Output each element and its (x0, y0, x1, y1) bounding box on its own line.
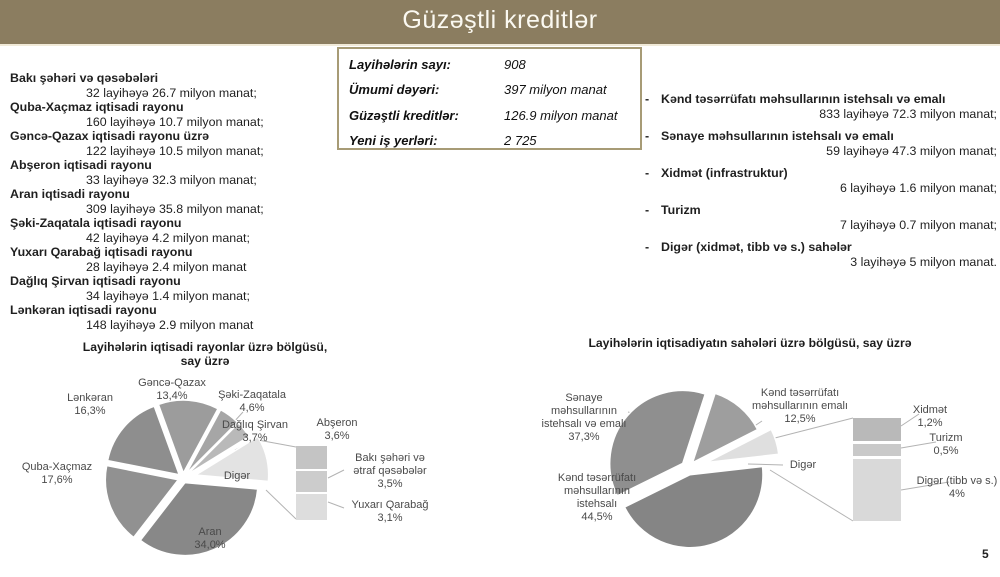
sector-name-text: Turizm (661, 203, 701, 217)
bar-label-text: Bakı şəhəri və (355, 452, 425, 464)
pie-label-aran (194, 526, 225, 552)
region-name: Quba-Xaçmaz iqtisadi rayonu (10, 100, 184, 114)
bar-label-diger-tibb (917, 475, 998, 501)
pie-label-pct: 44,5% (581, 511, 613, 523)
summary-value: 397 milyon manat (504, 82, 607, 97)
pie-label-text: Dağlıq Şirvan (221, 419, 289, 431)
sector-name-text: Sənaye məhsullarının istehsalı və emalı (661, 129, 894, 143)
pie-label-seki-zaqatala (218, 389, 286, 415)
summary-box (337, 47, 642, 150)
summary-row (339, 82, 640, 102)
sector-stat: 59 layihəyə 47.3 milyon manat; (826, 143, 997, 158)
list-item (645, 129, 997, 158)
sector-name (645, 92, 997, 107)
bar-segment-Abşeron (296, 446, 327, 469)
pie-label-text: Kənd təsərrüfatı (557, 472, 637, 484)
bar-label-text: Turizm (929, 432, 963, 444)
bar-segment-Turizm (853, 444, 901, 456)
summary-value: 908 (504, 57, 526, 72)
region-stat: 309 layihəyə 35.8 milyon manat; (86, 201, 264, 216)
dash-bullet: - (645, 203, 650, 217)
list-item (645, 92, 997, 121)
pie-label-kend-emali (752, 387, 848, 426)
summary-row (339, 133, 640, 153)
pie-label-text: Digər (223, 470, 251, 482)
pie-label-text: Sənaye (565, 392, 603, 404)
list-item (10, 216, 340, 245)
sector-stat: 7 layihəyə 0.7 milyon manat; (839, 217, 997, 232)
pie-label-quba-xacmaz (22, 461, 92, 487)
pie-label-pct: 12,5% (784, 413, 816, 425)
pie-label-text: Quba-Xaçmaz (21, 461, 93, 473)
region-stat: 160 layihəyə 10.7 milyon manat; (86, 114, 264, 129)
bar-label-yuxari-qarabag (351, 499, 428, 525)
sector-name-text: Kənd təsərrüfatı məhsullarının istehsalı və emalı (661, 92, 946, 106)
region-name: Yuxarı Qarabağ iqtisadi rayonu (10, 245, 193, 259)
pie-label-text: məhsullarının emalı (752, 400, 848, 412)
dash-bullet: - (645, 166, 650, 180)
pie-label-diger (224, 470, 250, 483)
pie-label-text: Şəki-Zaqatala (218, 389, 286, 401)
summary-label: Layihələrin sayı: (349, 57, 451, 72)
region-name: Şəki-Zaqatala iqtisadi rayonu (10, 216, 182, 230)
left-chart-title (55, 340, 355, 368)
summary-label: Ümumi dəyəri: (349, 82, 440, 97)
bar-segment-Yuxarı Qarabağ (296, 494, 327, 520)
summary-row (339, 57, 640, 77)
bar-label-text: Yuxarı Qarabağ (351, 499, 429, 511)
title-band (0, 0, 1000, 46)
region-stat: 32 layihəyə 26.7 milyon manat; (86, 85, 257, 100)
dash-bullet: - (645, 129, 650, 143)
list-item (645, 240, 997, 269)
bar-label-abseron (317, 417, 358, 443)
dash-bullet: - (645, 92, 650, 106)
region-name: Dağlıq Şirvan iqtisadi rayonu (10, 274, 181, 288)
summary-value: 2 725 (504, 133, 537, 148)
sector-name (645, 129, 997, 144)
pie-label-text: məhsullarının (563, 485, 631, 497)
bar-label-pct: 3,5% (377, 478, 403, 490)
pie-label-pct: 17,6% (41, 474, 73, 486)
sector-name-text: Digər (xidmət, tibb və s.) sahələr (661, 240, 852, 254)
region-name: Abşeron iqtisadi rayonu (10, 158, 152, 172)
pie-label-text: istehsalı (576, 498, 618, 510)
bar-label-xidmet (913, 404, 947, 430)
bar-label-text: Abşeron (316, 417, 358, 429)
list-item (10, 71, 340, 100)
left-chart-title-line2: say üzrə (180, 354, 230, 368)
pie-label-text: Gəncə-Qazax (138, 377, 206, 389)
list-item (10, 274, 340, 303)
bar-segment-Digər (tibb və s.) (853, 459, 901, 521)
sector-name (645, 166, 997, 181)
pie-label-pct: 16,3% (74, 405, 106, 417)
bar-label-pct: 3,1% (377, 512, 403, 524)
list-item (10, 158, 340, 187)
bar-label-turizm (929, 432, 962, 458)
region-stat: 33 layihəyə 32.3 milyon manat; (86, 172, 257, 187)
pie-label-text: məhsullarının (550, 405, 618, 417)
pie-label-text: Digər (789, 459, 817, 471)
regions-list (10, 71, 340, 332)
list-item (645, 166, 997, 195)
pie-label-diger-right (790, 459, 816, 472)
region-stat: 122 layihəyə 10.5 milyon manat; (86, 143, 264, 158)
page-number: 5 (982, 547, 989, 561)
pie-label-text: Aran (198, 526, 222, 538)
pie-label-pct: 4,6% (239, 402, 265, 414)
bar-label-text: ətraf qəsəbələr (353, 465, 427, 477)
pie-label-text: Lənkəran (67, 392, 113, 404)
sector-stat: 3 layihəyə 5 milyon manat. (850, 254, 997, 269)
sectors-list (645, 92, 997, 277)
left-chart-title-line1: Layihələrin iqtisadi rayonlar üzrə bölgüsü, (82, 340, 328, 354)
pie-label-pct: 3,7% (242, 432, 268, 444)
pie-label-pct: 37,3% (568, 431, 600, 443)
bar-label-pct: 3,6% (324, 430, 350, 442)
right-chart-title: Layihələrin iqtisadiyatın sahələri üzrə bölgüsü, say üzrə (588, 336, 912, 350)
list-item (645, 203, 997, 232)
region-name: Gəncə-Qazax iqtisadi rayonu üzrə (10, 129, 210, 143)
sector-stat: 6 layihəyə 1.6 milyon manat; (839, 180, 997, 195)
region-name: Aran iqtisadi rayonu (10, 187, 130, 201)
pie-label-text: istehsalı və emalı (541, 418, 627, 430)
summary-label: Yeni iş yerləri: (349, 133, 438, 148)
list-item (10, 129, 340, 158)
sector-name (645, 203, 997, 218)
pie-label-lenkeran (67, 392, 113, 418)
region-name: Bakı şəhəri və qəsəbələri (10, 71, 159, 85)
pie-label-senaye (542, 392, 627, 444)
list-item (10, 100, 340, 129)
bar-label-pct: 4% (949, 488, 965, 500)
sector-stat: 833 layihəyə 72.3 milyon manat; (819, 106, 997, 121)
bar-label-pct: 1,2% (917, 417, 943, 429)
pie-label-text: Kənd təsərrüfatı (760, 387, 840, 399)
sector-name-text: Xidmət (infrastruktur) (661, 166, 788, 180)
list-item (10, 245, 340, 274)
list-item (10, 187, 340, 216)
summary-row (339, 108, 640, 128)
bar-label-pct: 0,5% (933, 445, 959, 457)
region-stat: 34 layihəyə 1.4 milyon manat; (86, 288, 250, 303)
pie-label-dagliq-sirvan (222, 419, 288, 445)
dash-bullet: - (645, 240, 650, 254)
bar-segment-Bakı şəhəri və ətraf qəsəbələr (296, 471, 327, 492)
page-title: Güzəştli kreditlər (402, 6, 598, 34)
sector-name (645, 240, 997, 255)
pie-label-pct: 34,0% (194, 539, 226, 551)
pie-label-gence-qazax (138, 377, 206, 403)
list-item (10, 303, 340, 332)
region-name: Lənkəran iqtisadi rayonu (10, 303, 157, 317)
bar-label-baki (353, 452, 426, 491)
region-stat: 42 layihəyə 4.2 milyon manat; (86, 230, 250, 245)
bar-label-text: Digər (tibb və s.) (916, 475, 998, 487)
pie-label-kend-istehsali (558, 472, 636, 524)
summary-value: 126.9 milyon manat (504, 108, 618, 123)
bar-label-text: Xidmət (912, 404, 948, 416)
pie-label-pct: 13,4% (156, 390, 188, 402)
bar-segment-Xidmət (853, 418, 901, 441)
region-stat: 28 layihəyə 2.4 milyon manat (86, 259, 247, 274)
region-stat: 148 layihəyə 2.9 milyon manat (86, 317, 254, 332)
summary-label: Güzəştli kreditlər: (349, 108, 459, 123)
